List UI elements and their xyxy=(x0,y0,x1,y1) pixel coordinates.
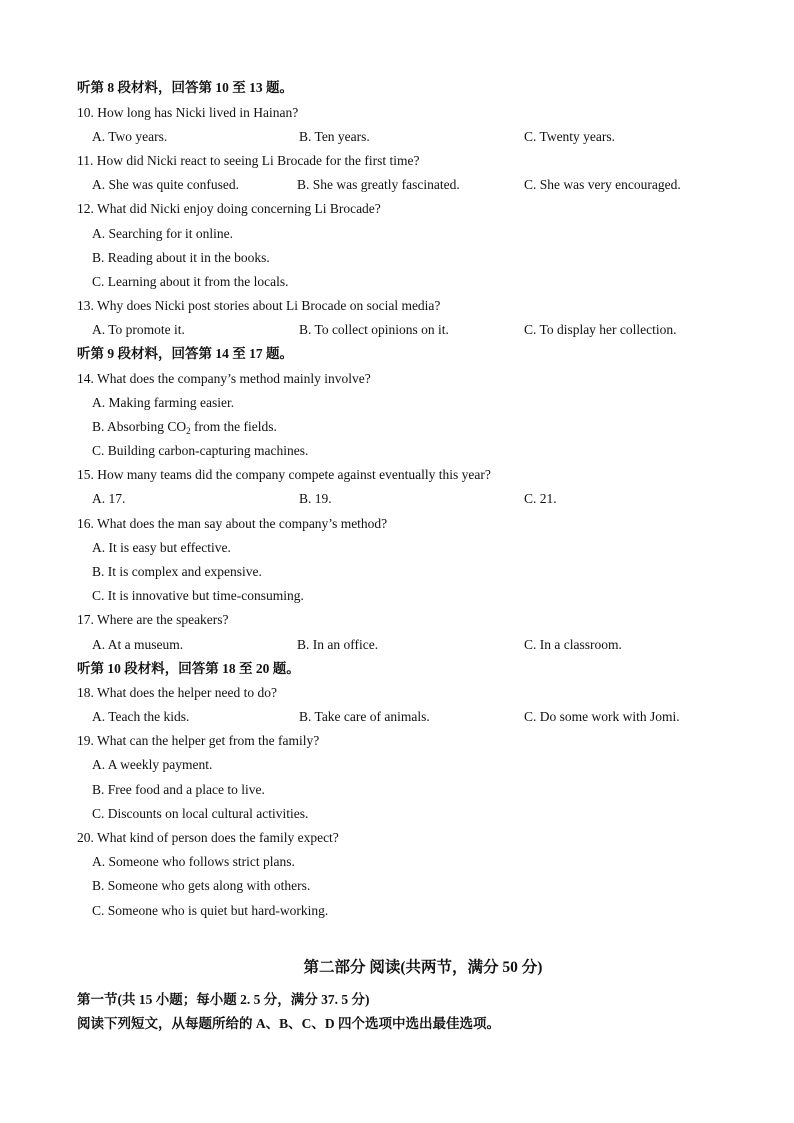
part2-instruction-line xyxy=(0,1013,794,1035)
q13-stem: 13. Why does Nicki post stories about Li Brocade on social media? xyxy=(77,298,441,313)
part2-title: 第二部分 阅读(共两节，满分 50 分) xyxy=(303,959,543,976)
q10-option-c: C. Twenty years. xyxy=(524,129,616,144)
q16-option-b: B. It is complex and expensive. xyxy=(92,564,262,579)
q14-option-b xyxy=(92,416,277,442)
q18-stem: 18. What does the helper need to do? xyxy=(77,685,277,700)
section9-header: 听第 9 段材料，回答第 14 至 17 题。 xyxy=(77,346,293,361)
q16-option-a: A. It is easy but effective. xyxy=(92,540,231,555)
q18-option-b: B. Take care of animals. xyxy=(299,709,430,724)
section-header xyxy=(0,658,794,680)
option-line xyxy=(0,561,794,583)
q17-option-a: A. At a museum. xyxy=(92,637,184,652)
option-line xyxy=(0,851,794,873)
q12-stem: 12. What did Nicki enjoy doing concerning Li Brocade? xyxy=(77,201,381,216)
q15-option-a: A. 17. xyxy=(92,491,126,506)
q19-option-c: C. Discounts on local cultural activities. xyxy=(92,806,309,821)
option-line xyxy=(0,537,794,559)
q14-option-b-text: B. Absorbing CO xyxy=(92,419,187,434)
q12-option-c: C. Learning about it from the locals. xyxy=(92,274,289,289)
option-line xyxy=(0,900,794,922)
q19-stem: 19. What can the helper get from the family? xyxy=(77,733,320,748)
options-row xyxy=(0,319,794,341)
question-stem xyxy=(0,827,794,849)
option-line xyxy=(0,247,794,269)
q12-option-a: A. Searching for it online. xyxy=(92,226,233,241)
question-stem xyxy=(0,295,794,317)
q14-stem: 14. What does the company’s method mainly involve? xyxy=(77,371,371,386)
q15-stem: 15. How many teams did the company compete against eventually this year? xyxy=(77,467,491,482)
question-stem xyxy=(0,102,794,124)
q20-option-b: B. Someone who gets along with others. xyxy=(92,878,311,893)
question-stem xyxy=(0,368,794,390)
q17-option-c: C. In a classroom. xyxy=(524,637,622,652)
q13-option-c: C. To display her collection. xyxy=(524,322,677,337)
q11-option-b: B. She was greatly fascinated. xyxy=(297,177,460,192)
options-row xyxy=(0,488,794,510)
options-row xyxy=(0,174,794,196)
option-line xyxy=(0,779,794,801)
q19-option-b: B. Free food and a place to live. xyxy=(92,782,265,797)
question-stem xyxy=(0,198,794,220)
q11-stem: 11. How did Nicki react to seeing Li Brocade for the first time? xyxy=(77,153,420,168)
option-line xyxy=(0,875,794,897)
question-stem xyxy=(0,682,794,704)
q14-option-a: A. Making farming easier. xyxy=(92,395,235,410)
question-stem xyxy=(0,609,794,631)
question-stem xyxy=(0,150,794,172)
question-stem xyxy=(0,464,794,486)
part2-section-line xyxy=(0,989,794,1011)
q13-option-b: B. To collect opinions on it. xyxy=(299,322,449,337)
q13-option-a: A. To promote it. xyxy=(92,322,185,337)
part2-section1: 第一节(共 15 小题；每小题 2. 5 分，满分 37. 5 分) xyxy=(77,992,370,1007)
option-line xyxy=(0,585,794,607)
option-line xyxy=(0,416,794,438)
q19-option-a: A. A weekly payment. xyxy=(92,757,213,772)
q17-stem: 17. Where are the speakers? xyxy=(77,612,229,627)
q18-option-c: C. Do some work with Jomi. xyxy=(524,709,680,724)
co2-subscript: 2 xyxy=(186,426,191,436)
options-row xyxy=(0,126,794,148)
option-line xyxy=(0,392,794,414)
q18-option-a: A. Teach the kids. xyxy=(92,709,190,724)
q15-option-b: B. 19. xyxy=(299,491,332,506)
option-line xyxy=(0,223,794,245)
question-stem xyxy=(0,513,794,535)
q10-stem: 10. How long has Nicki lived in Hainan? xyxy=(77,105,299,120)
q14-option-b-rest: from the fields. xyxy=(190,419,277,434)
option-line xyxy=(0,803,794,825)
option-line xyxy=(0,754,794,776)
options-row xyxy=(0,706,794,728)
q12-option-b: B. Reading about it in the books. xyxy=(92,250,270,265)
q20-stem: 20. What kind of person does the family expect? xyxy=(77,830,339,845)
q10-option-a: A. Two years. xyxy=(92,129,168,144)
q11-option-c: C. She was very encouraged. xyxy=(524,177,681,192)
section8-header: 听第 8 段材料，回答第 10 至 13 题。 xyxy=(77,80,293,95)
part2-instruction: 阅读下列短文，从每题所给的 A、B、C、D 四个选项中选出最佳选项。 xyxy=(77,1016,501,1031)
q20-option-c: C. Someone who is quiet but hard-working. xyxy=(92,903,329,918)
section10-header: 听第 10 段材料，回答第 18 至 20 题。 xyxy=(77,661,300,676)
q16-stem: 16. What does the man say about the company’s method? xyxy=(77,516,388,531)
option-line xyxy=(0,440,794,462)
q16-option-c: C. It is innovative but time-consuming. xyxy=(92,588,304,603)
question-stem xyxy=(0,730,794,752)
q10-option-b: B. Ten years. xyxy=(299,129,370,144)
option-line xyxy=(0,271,794,293)
q17-option-b: B. In an office. xyxy=(297,637,379,652)
q20-option-a: A. Someone who follows strict plans. xyxy=(92,854,295,869)
section-header xyxy=(0,343,794,365)
options-row xyxy=(0,634,794,656)
q11-option-a: A. She was quite confused. xyxy=(92,177,239,192)
q15-option-c: C. 21. xyxy=(524,491,557,506)
q14-option-c: C. Building carbon-capturing machines. xyxy=(92,443,309,458)
section-header xyxy=(0,77,794,99)
